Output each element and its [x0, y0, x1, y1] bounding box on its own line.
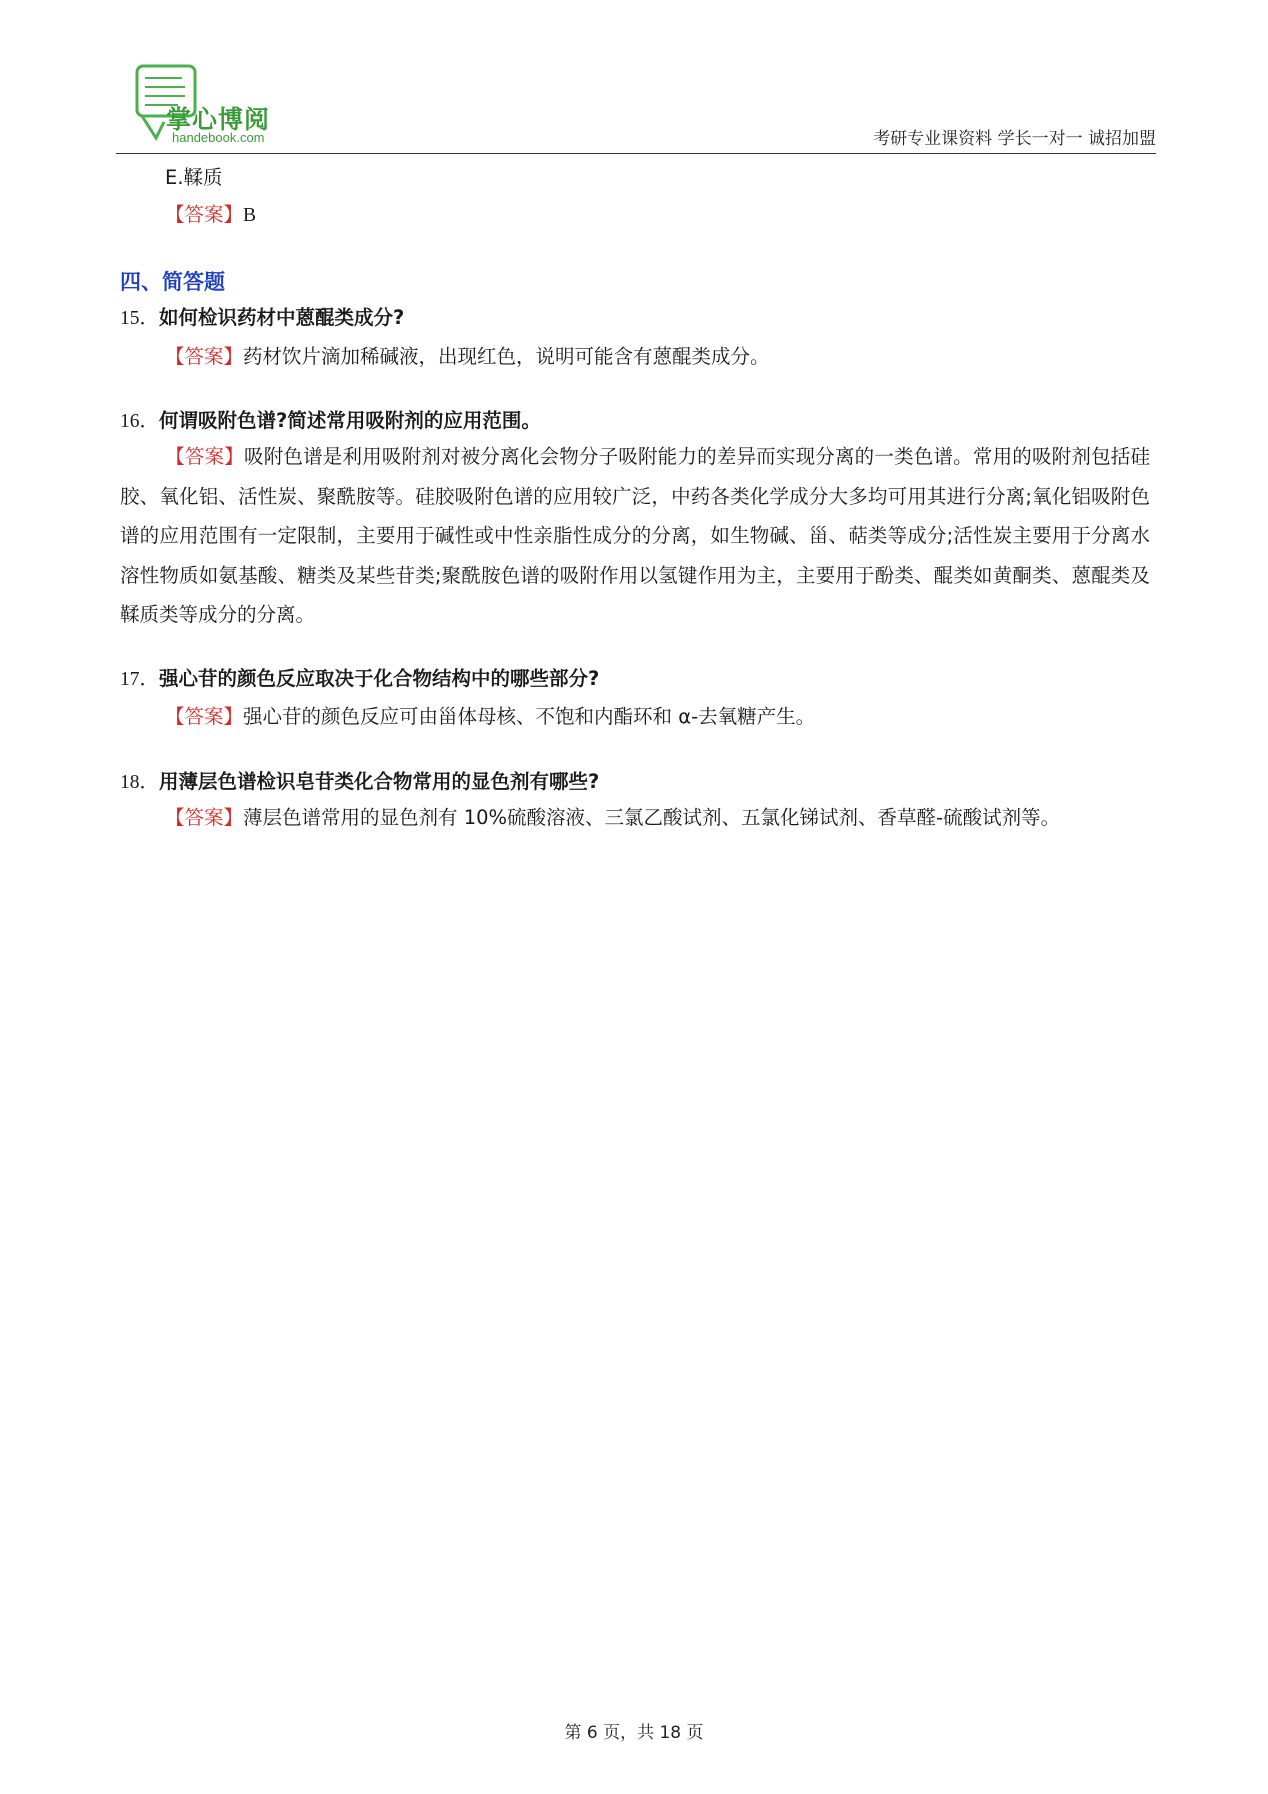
question-16 [120, 407, 541, 436]
question-text: 如何检识药材中蒽醌类成分? [159, 306, 405, 329]
header-tagline: 考研专业课资料 学长一对一 诚招加盟 [873, 129, 1156, 149]
question-text: 何谓吸附色谱?简述常用吸附剂的应用范围。 [159, 409, 541, 432]
answer-text: 薄层色谱常用的显色剂有 10%硫酸溶液、三氯乙酸试剂、五氯化锑试剂、香草醛-硫酸试剂等。 [243, 806, 1061, 829]
question-text: 强心苷的颜色反应取决于化合物结构中的哪些部分? [159, 667, 600, 690]
question-15 [120, 304, 404, 333]
question-number: 16． [120, 411, 160, 432]
answer-text: 强心苷的颜色反应可由甾体母核、不饱和内酯环和 α-去氧糖产生。 [243, 705, 816, 728]
answer-label: 【答案】 [165, 203, 244, 226]
question-text: 用薄层色谱检识皂苷类化合物常用的显色剂有哪些? [159, 770, 600, 793]
answer-label: 【答案】 [165, 345, 244, 368]
answer-label: 【答案】 [165, 806, 244, 829]
answer-text: 吸附色谱是利用吸附剂对被分离化会物分子吸附能力的差异而实现分离的一类色谱。常用的吸附剂包括硅胶、氧化铝、活性炭、聚酰胺等。硅胶吸附色谱的应用较广泛，中药各类化学成分大多均可用其进行分离;氧化铝吸附色谱的应用范围有一定限制，主要用于碱性或中性亲脂性成分的分离，如生物碱、甾、萜类等成分;活性炭主要用于分离水溶性物质如氨基酸、糖类及某些苷类;聚酰胺色谱的吸附作用以氢键作用为主，主要用于酚类、醌类如黄酮类、蒽醌类及鞣质类等成分的分离。 [120, 445, 1150, 626]
option-e-text: E.鞣质 [165, 166, 223, 189]
answer-18 [120, 798, 1150, 838]
page-number: 第 6 页，共 18 页 [564, 1723, 704, 1743]
header-divider [116, 153, 1156, 154]
section-title: 四、简答题 [120, 270, 225, 294]
logo-url: handebook.com [172, 130, 265, 145]
answer-value: B [243, 205, 257, 226]
logo-text: 掌心博阅 [166, 105, 271, 134]
question-number: 15． [120, 308, 160, 329]
prev-answer [165, 201, 256, 230]
answer-label: 【答案】 [165, 445, 244, 468]
question-18 [120, 768, 599, 797]
answer-17 [165, 703, 815, 731]
answer-label: 【答案】 [165, 705, 244, 728]
question-number: 18． [120, 772, 160, 793]
answer-15 [165, 343, 770, 371]
answer-text: 药材饮片滴加稀碱液，出现红色，说明可能含有蒽醌类成分。 [243, 345, 770, 368]
question-17 [120, 665, 599, 694]
answer-16 [120, 437, 1150, 635]
question-number: 17． [120, 669, 160, 690]
option-e [165, 164, 223, 192]
